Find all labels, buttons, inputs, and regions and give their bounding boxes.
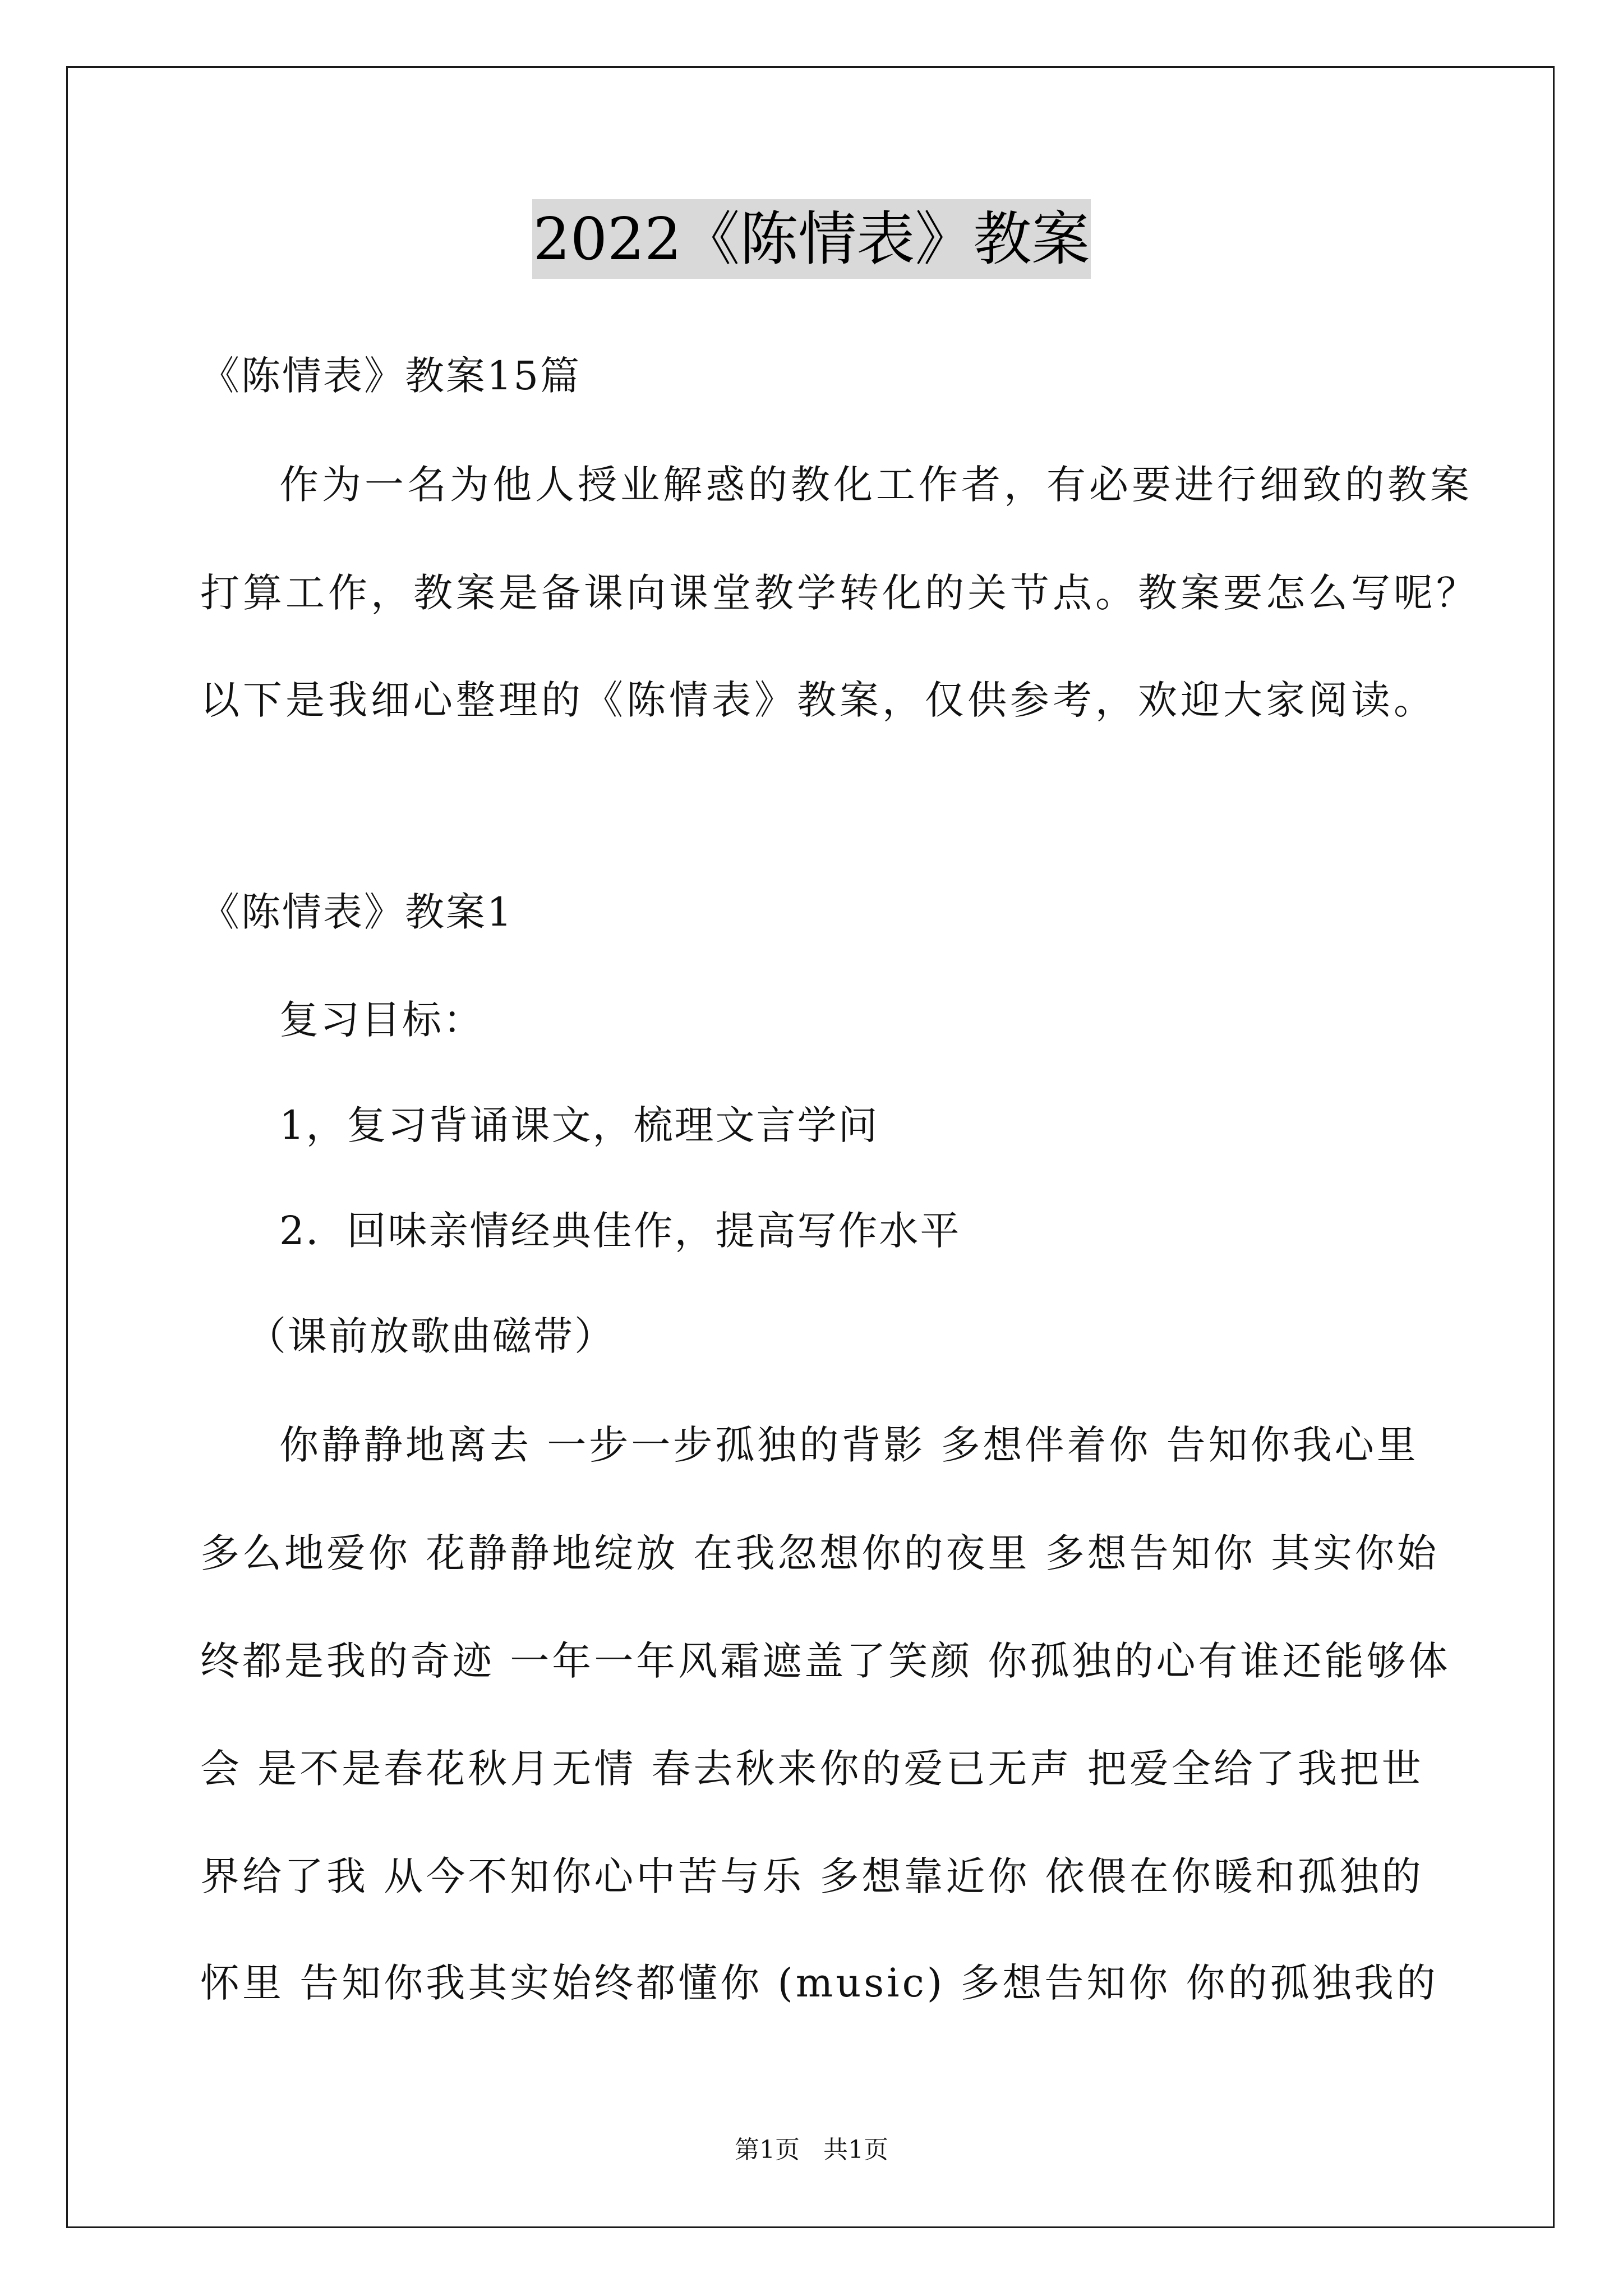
goals-heading: 复习目标：	[279, 997, 484, 1043]
lyrics-line-3: 终都是我的奇迹 一年一年风霜遮盖了笑颜 你孤独的心有谁还能够体	[200, 1638, 1451, 1684]
document-title: 2022《陈情表》教案	[532, 199, 1091, 279]
goal-item-2: 2．回味亲情经典佳作，提高写作水平	[279, 1208, 961, 1254]
subtitle-line: 《陈情表》教案15篇	[200, 353, 582, 399]
intro-line-3: 以下是我细心整理的《陈情表》教案，仅供参考，欢迎大家阅读。	[200, 677, 1436, 723]
class-note: （课前放歌曲磁带）	[247, 1313, 615, 1359]
lyrics-line-1: 你静静地离去 一步一步孤独的背影 多想伴着你 告知你我心里	[279, 1422, 1419, 1468]
lyrics-line-4: 会 是不是春花秋月无情 春去秋来你的爱已无声 把爱全给了我把世	[200, 1746, 1424, 1792]
intro-line-1: 作为一名为他人授业解惑的教化工作者，有必要进行细致的教案	[279, 462, 1473, 508]
goal-item-1: 1，复习背诵课文，梳理文言学问	[279, 1102, 879, 1148]
page-footer: 第1页 共1页	[735, 2136, 888, 2164]
intro-line-2: 打算工作，教案是备课向课堂教学转化的关节点。教案要怎么写呢？	[200, 570, 1479, 616]
title-container	[0, 199, 1623, 279]
lyrics-line-2: 多么地爱你 花静静地绽放 在我忽想你的夜里 多想告知你 其实你始	[200, 1530, 1440, 1576]
section-heading: 《陈情表》教案1	[200, 889, 514, 935]
lyrics-line-5: 界给了我 从今不知你心中苦与乐 多想靠近你 依偎在你暖和孤独的	[200, 1853, 1424, 1899]
lyrics-line-6: 怀里 告知你我其实始终都懂你 (music) 多想告知你 你的孤独我的	[200, 1960, 1438, 2006]
